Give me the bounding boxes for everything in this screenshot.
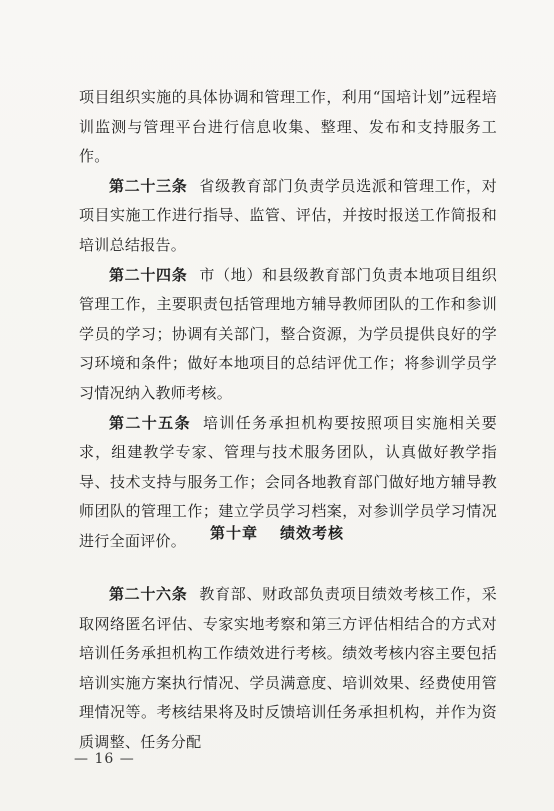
article-23-label: 第二十三条 (109, 176, 188, 195)
upper-text-block (79, 83, 497, 557)
chapter-title: 绩效考核 (280, 524, 345, 542)
chapter-number: 第十章 (209, 524, 258, 542)
article-26 (79, 580, 497, 758)
article-26-text: 教育部、财政部负责项目绩效考核工作，采取网络匿名评估、专家实地考察和第三方评估相结合的方式对培训任务承担机构工作绩效进行考核。绩效考核内容主要包括培训实施方案执行情况、学员满意度、培训效果、经费使用管理情况等。考核结果将及时反馈培训任务承担机构，并作为资质调整、任务分配 (79, 585, 497, 751)
intro-paragraph: 项目组织实施的具体协调和管理工作，利用“国培计划”远程培训监测与管理平台进行信息收集、整理、发布和支持服务工作。 (79, 88, 497, 166)
article-23 (79, 172, 497, 261)
lower-text-block (79, 580, 497, 758)
article-24-label: 第二十四条 (109, 265, 188, 284)
chapter-heading (0, 522, 554, 543)
page-number: — 16 — (74, 751, 135, 767)
article-23-text: 省级教育部门负责学员选派和管理工作，对项目实施工作进行指导、监管、评估，并按时报送工作简报和培训总结报告。 (79, 176, 497, 254)
article-25-text: 培训任务承担机构要按照项目实施相关要求，组建教学专家、管理与技术服务团队，认真做好教学指导、技术支持与服务工作；会同各地教育部门做好地方辅导教师团队的管理工作；建立学员学习档案，对参训学员学习情况进行全面评价。 (79, 413, 497, 550)
article-24 (79, 261, 497, 409)
article-24-text: 市（地）和县级教育部门负责本地项目组织管理工作，主要职责包括管理地方辅导教师团队的工作和参训学员的学习；协调有关部门，整合资源，为学员提供良好的学习环境和条件；做好本地项目的总结评优工作；将参训学员学习情况纳入教师考核。 (79, 265, 497, 402)
article-26-label: 第二十六条 (109, 585, 188, 603)
article-25-label: 第二十五条 (109, 413, 191, 432)
